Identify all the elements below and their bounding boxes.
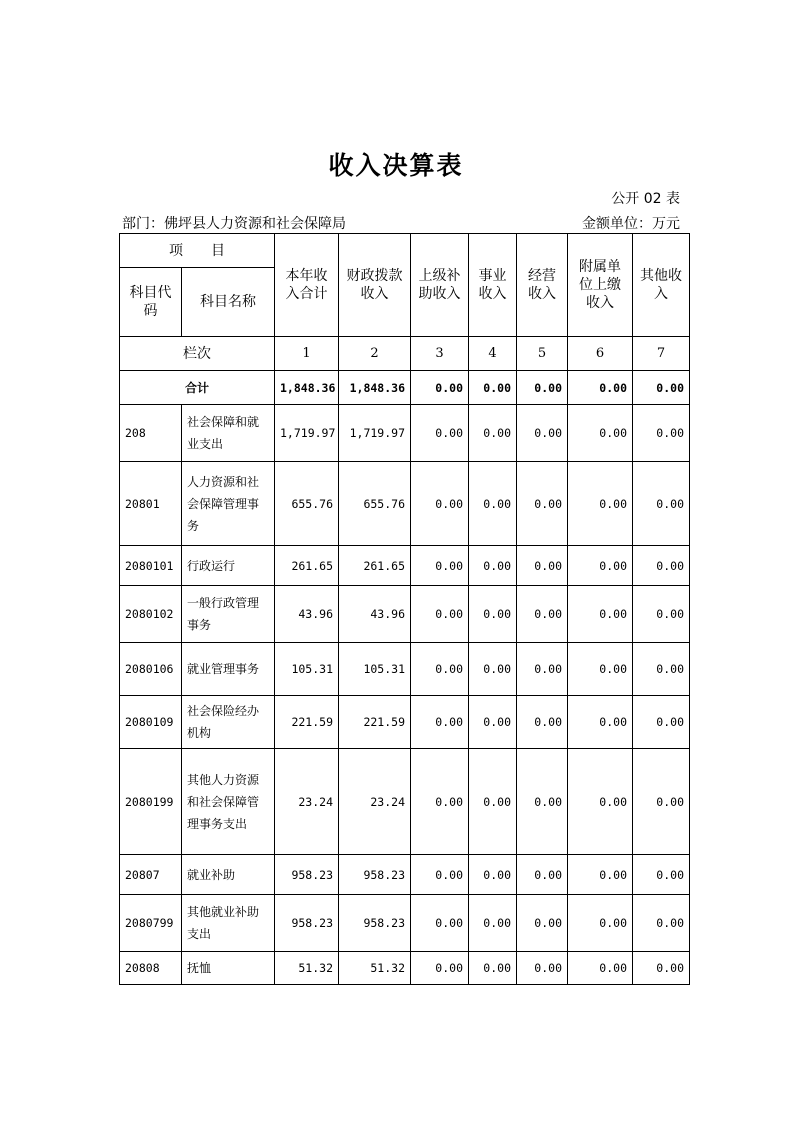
amount-cell: 0.00 bbox=[469, 749, 517, 855]
amount-cell: 0.00 bbox=[411, 405, 469, 462]
subject-name: 抚恤 bbox=[182, 952, 275, 985]
header-col-4: 事业收入 bbox=[469, 234, 517, 337]
subject-name: 一般行政管理事务 bbox=[182, 586, 275, 643]
amount-cell: 0.00 bbox=[411, 952, 469, 985]
amount-cell: 43.96 bbox=[339, 586, 411, 643]
amount-cell: 0.00 bbox=[517, 643, 568, 696]
amount-cell: 0.00 bbox=[568, 405, 633, 462]
col-number: 2 bbox=[339, 337, 411, 371]
amount-cell: 0.00 bbox=[568, 696, 633, 749]
header-row-label: 栏次 bbox=[120, 337, 275, 371]
amount-cell: 0.00 bbox=[633, 855, 690, 895]
amount-cell: 958.23 bbox=[339, 895, 411, 952]
total-label: 合计 bbox=[120, 371, 275, 405]
amount-cell: 1,719.97 bbox=[339, 405, 411, 462]
amount-cell: 0.00 bbox=[633, 696, 690, 749]
table-row bbox=[120, 643, 690, 696]
col-number: 3 bbox=[411, 337, 469, 371]
amount-cell: 0.00 bbox=[633, 895, 690, 952]
header-col-7: 其他收入 bbox=[633, 234, 690, 337]
amount-cell: 105.31 bbox=[339, 643, 411, 696]
amount-cell: 0.00 bbox=[517, 696, 568, 749]
header-col-1: 本年收入合计 bbox=[275, 234, 339, 337]
amount-cell: 43.96 bbox=[275, 586, 339, 643]
amount-cell: 655.76 bbox=[339, 462, 411, 546]
amount-cell: 0.00 bbox=[469, 405, 517, 462]
amount-cell: 0.00 bbox=[411, 696, 469, 749]
amount-cell: 0.00 bbox=[517, 749, 568, 855]
subject-name: 其他人力资源和社会保障管理事务支出 bbox=[182, 749, 275, 855]
table-row bbox=[120, 586, 690, 643]
amount-cell: 221.59 bbox=[275, 696, 339, 749]
amount-cell: 0.00 bbox=[469, 696, 517, 749]
amount-cell: 0.00 bbox=[568, 462, 633, 546]
subject-code: 2080102 bbox=[120, 586, 182, 643]
amount-cell: 0.00 bbox=[411, 749, 469, 855]
total-value: 0.00 bbox=[469, 371, 517, 405]
col-number: 6 bbox=[568, 337, 633, 371]
page-title: 收入决算表 bbox=[328, 151, 464, 180]
total-value: 0.00 bbox=[568, 371, 633, 405]
header-col-3: 上级补助收入 bbox=[411, 234, 469, 337]
header-col-5: 经营收入 bbox=[517, 234, 568, 337]
unit-label: 金额单位：万元 bbox=[582, 216, 680, 232]
amount-cell: 105.31 bbox=[275, 643, 339, 696]
amount-cell: 23.24 bbox=[275, 749, 339, 855]
amount-cell: 958.23 bbox=[275, 895, 339, 952]
table-row bbox=[120, 696, 690, 749]
amount-cell: 655.76 bbox=[275, 462, 339, 546]
amount-cell: 0.00 bbox=[568, 855, 633, 895]
header-code: 科目代码 bbox=[120, 268, 182, 337]
header-name: 科目名称 bbox=[182, 268, 275, 337]
amount-cell: 0.00 bbox=[469, 895, 517, 952]
table-row bbox=[120, 462, 690, 546]
col-number: 7 bbox=[633, 337, 690, 371]
amount-cell: 261.65 bbox=[275, 546, 339, 586]
amount-cell: 0.00 bbox=[568, 749, 633, 855]
total-value: 1,848.36 bbox=[339, 371, 411, 405]
amount-cell: 0.00 bbox=[568, 546, 633, 586]
subject-name: 社会保障和就业支出 bbox=[182, 405, 275, 462]
amount-cell: 0.00 bbox=[411, 855, 469, 895]
amount-cell: 1,719.97 bbox=[275, 405, 339, 462]
subject-name: 就业补助 bbox=[182, 855, 275, 895]
subject-name: 人力资源和社会保障管理事务 bbox=[182, 462, 275, 546]
subject-code: 20801 bbox=[120, 462, 182, 546]
amount-cell: 0.00 bbox=[469, 586, 517, 643]
amount-cell: 51.32 bbox=[275, 952, 339, 985]
amount-cell: 261.65 bbox=[339, 546, 411, 586]
amount-cell: 0.00 bbox=[469, 855, 517, 895]
table-row bbox=[120, 546, 690, 586]
subject-code: 20807 bbox=[120, 855, 182, 895]
amount-cell: 0.00 bbox=[568, 643, 633, 696]
total-value: 1,848.36 bbox=[275, 371, 339, 405]
amount-cell: 0.00 bbox=[517, 952, 568, 985]
amount-cell: 958.23 bbox=[339, 855, 411, 895]
header-col-6: 附属单位上缴收入 bbox=[568, 234, 633, 337]
subject-code: 2080101 bbox=[120, 546, 182, 586]
subject-name: 社会保险经办机构 bbox=[182, 696, 275, 749]
total-value: 0.00 bbox=[633, 371, 690, 405]
amount-cell: 0.00 bbox=[517, 546, 568, 586]
subject-code: 2080799 bbox=[120, 895, 182, 952]
amount-cell: 221.59 bbox=[339, 696, 411, 749]
table-row bbox=[120, 952, 690, 985]
amount-cell: 0.00 bbox=[469, 952, 517, 985]
amount-cell: 0.00 bbox=[411, 895, 469, 952]
amount-cell: 0.00 bbox=[633, 405, 690, 462]
amount-cell: 0.00 bbox=[517, 895, 568, 952]
income-table bbox=[119, 233, 690, 985]
form-number: 公开 02 表 bbox=[611, 191, 680, 207]
subject-name: 行政运行 bbox=[182, 546, 275, 586]
amount-cell: 0.00 bbox=[411, 546, 469, 586]
table-row bbox=[120, 855, 690, 895]
amount-cell: 0.00 bbox=[568, 952, 633, 985]
amount-cell: 0.00 bbox=[633, 586, 690, 643]
amount-cell: 0.00 bbox=[411, 586, 469, 643]
col-number: 4 bbox=[469, 337, 517, 371]
total-row bbox=[120, 371, 690, 405]
subject-code: 2080199 bbox=[120, 749, 182, 855]
amount-cell: 0.00 bbox=[469, 643, 517, 696]
amount-cell: 0.00 bbox=[633, 749, 690, 855]
table-row bbox=[120, 405, 690, 462]
department-label: 部门：佛坪县人力资源和社会保障局 bbox=[122, 216, 346, 232]
subject-name: 其他就业补助支出 bbox=[182, 895, 275, 952]
amount-cell: 0.00 bbox=[517, 586, 568, 643]
amount-cell: 0.00 bbox=[517, 855, 568, 895]
amount-cell: 0.00 bbox=[568, 895, 633, 952]
amount-cell: 0.00 bbox=[469, 546, 517, 586]
header-col-2: 财政拨款收入 bbox=[339, 234, 411, 337]
subject-code: 20808 bbox=[120, 952, 182, 985]
amount-cell: 0.00 bbox=[411, 643, 469, 696]
amount-cell: 0.00 bbox=[633, 546, 690, 586]
amount-cell: 0.00 bbox=[411, 462, 469, 546]
amount-cell: 23.24 bbox=[339, 749, 411, 855]
subject-name: 就业管理事务 bbox=[182, 643, 275, 696]
col-number: 1 bbox=[275, 337, 339, 371]
header-item: 项 目 bbox=[120, 234, 275, 268]
total-value: 0.00 bbox=[517, 371, 568, 405]
table-row bbox=[120, 749, 690, 855]
subject-code: 208 bbox=[120, 405, 182, 462]
amount-cell: 0.00 bbox=[633, 462, 690, 546]
amount-cell: 0.00 bbox=[517, 462, 568, 546]
subject-code: 2080109 bbox=[120, 696, 182, 749]
table-row bbox=[120, 895, 690, 952]
amount-cell: 0.00 bbox=[469, 462, 517, 546]
col-number: 5 bbox=[517, 337, 568, 371]
amount-cell: 0.00 bbox=[517, 405, 568, 462]
total-value: 0.00 bbox=[411, 371, 469, 405]
amount-cell: 51.32 bbox=[339, 952, 411, 985]
amount-cell: 0.00 bbox=[633, 952, 690, 985]
subject-code: 2080106 bbox=[120, 643, 182, 696]
amount-cell: 0.00 bbox=[568, 586, 633, 643]
amount-cell: 958.23 bbox=[275, 855, 339, 895]
amount-cell: 0.00 bbox=[633, 643, 690, 696]
